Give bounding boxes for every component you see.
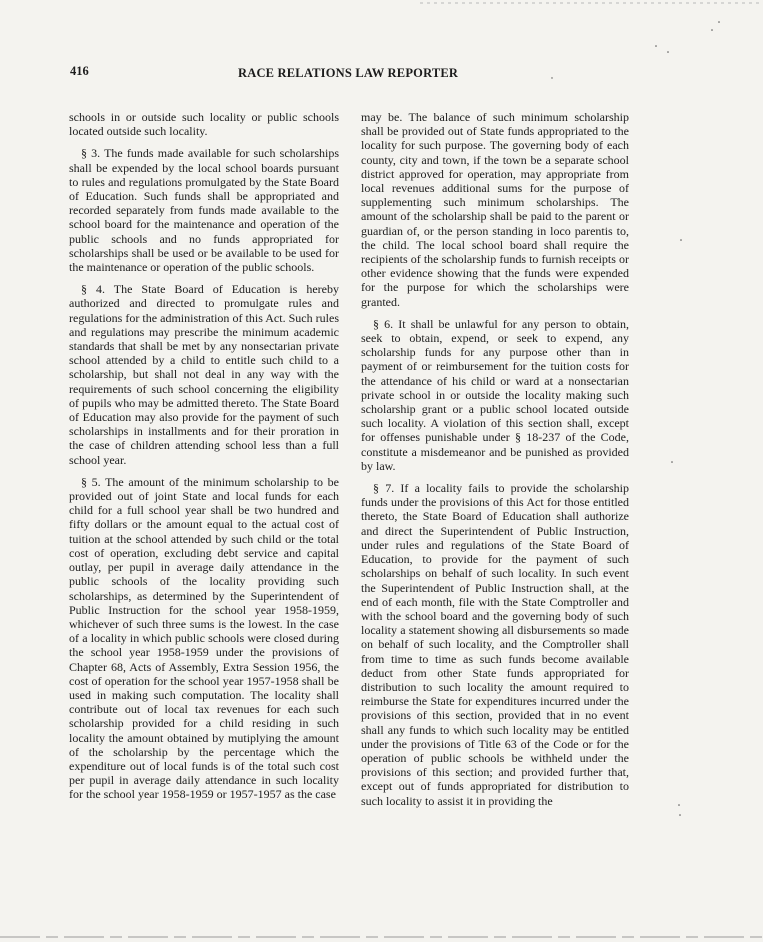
right-column: [361, 110, 629, 816]
running-head: RACE RELATIONS LAW REPORTER: [238, 66, 459, 80]
paragraph: § 3. The funds made available for such scholarships shall be expended by the local school boards pursuant to rules and regulations promulgated by the State Board of Education. Such funds shall be appropriated and recorded separately from funds made available to the school board for the maintenance and operation of the public schools and no funds appropriated for scholarships shall be used or be available to be used for the maintenance or operation of the public schools.: [69, 146, 339, 275]
paragraph: § 4. The State Board of Education is hereby authorized and directed to promulgate rules and regulations for the administration of this Act. Such rules and regulations may prescribe the minimum academic standards that shall be met by any nonsectarian private school attended by a child to entitle such child to a scholarship, but shall not deal in any way with the requirements of such school concerning the eligibility of pupils who may be admitted thereto. The State Board of Education may also provide for the payment of such scholarships in installments and for their proration in the case of children attending school less than a full school year.: [69, 282, 339, 467]
paragraph: § 6. It shall be unlawful for any person to obtain, seek to obtain, expend, or seek to expend, any scholarship funds for any purpose other than in payment of or reimbursement for the tuition costs for the attendance of his child or ward at a nonsectarian private school in or outside the locality making such scholarship grant or a public school located outside such locality. A violation of this section shall, except for offenses punishable under § 18-237 of the Code, constitute a misdemeanor and be punished as provided by law.: [361, 316, 629, 473]
page-number: 416: [70, 64, 89, 78]
paragraph: § 5. The amount of the minimum scholarship to be provided out of joint State and local funds for each child for a full school year shall be two hundred and fifty dollars or the amount equal to the actual cost of tuition at the school attended by such child or the total cost of operation, excluding debt service and capital outlay, per pupil in average daily attendance in the public schools of the locality providing such scholarships, as determined by the Superintendent of Public Instruction for the school year 1958-1959, whichever of such three sums is the lowest. In the case of a locality in which public schools were closed during the school year 1958-1959 under the provisions of Chapter 68, Acts of Assembly, Extra Session 1956, the cost of operation for the school year 1957-1958 shall be used in making such computation. The locality shall contribute out of local tax revenues for each such scholarship provided for a child residing in such locality the amount obtained by mutiplying the amount of the scholarship by the percentage which the expenditure out of local funds is of the total such cost per pupil in average daily attendance in such locality for the school year 1958-1959 or 1957-1957 as the case: [69, 474, 339, 802]
paragraph: § 7. If a locality fails to provide the scholarship funds under the provisions of this Act for those entitled thereto, the State Board of Education shall authorize and direct the Superintendent of Public Instruction, under rules and regulations of the State Board of Education, to provide for the payment of such scholarships on behalf of such locality. In such event the Superintendent of Public Instruction shall, at the end of each month, file with the State Comptroller and with the school board and the governing body of such locality a statement showing all disbursements so made on behalf of such locality, and the Comptroller shall from time to time as such funds become available deduct from other State funds appropriated for distribution to such locality the amount required to reimburse the State for expenditures incurred under the provisions of this section, provided that in no event shall any funds to which such locality may be entitled under the provisions of Title 63 of the Code or for the operation of public schools be withheld under the provisions of this section; and provided further that, except out of funds appropriated for distribution to such locality to assist it in providing the: [361, 481, 629, 808]
paragraph: schools in or outside such locality or public schools located outside such locality.: [69, 110, 339, 139]
left-column: [69, 110, 339, 810]
paragraph: may be. The balance of such minimum scholarship shall be provided out of State funds appropriated to the locality for such purpose. The governing body of each county, city and town, if the town be a separate school district approved for operation, may appropriate from local revenues additional sums for the purpose of supplementing such minimum scholarships. The amount of the scholarship shall be paid to the parent or guardian of, or the person standing in loco parentis to, the child. The local school board shall require the recipients of the scholarship funds to furnish receipts or other evidence showing that the funds were expended for the purpose for which the scholarships were granted.: [361, 110, 629, 309]
